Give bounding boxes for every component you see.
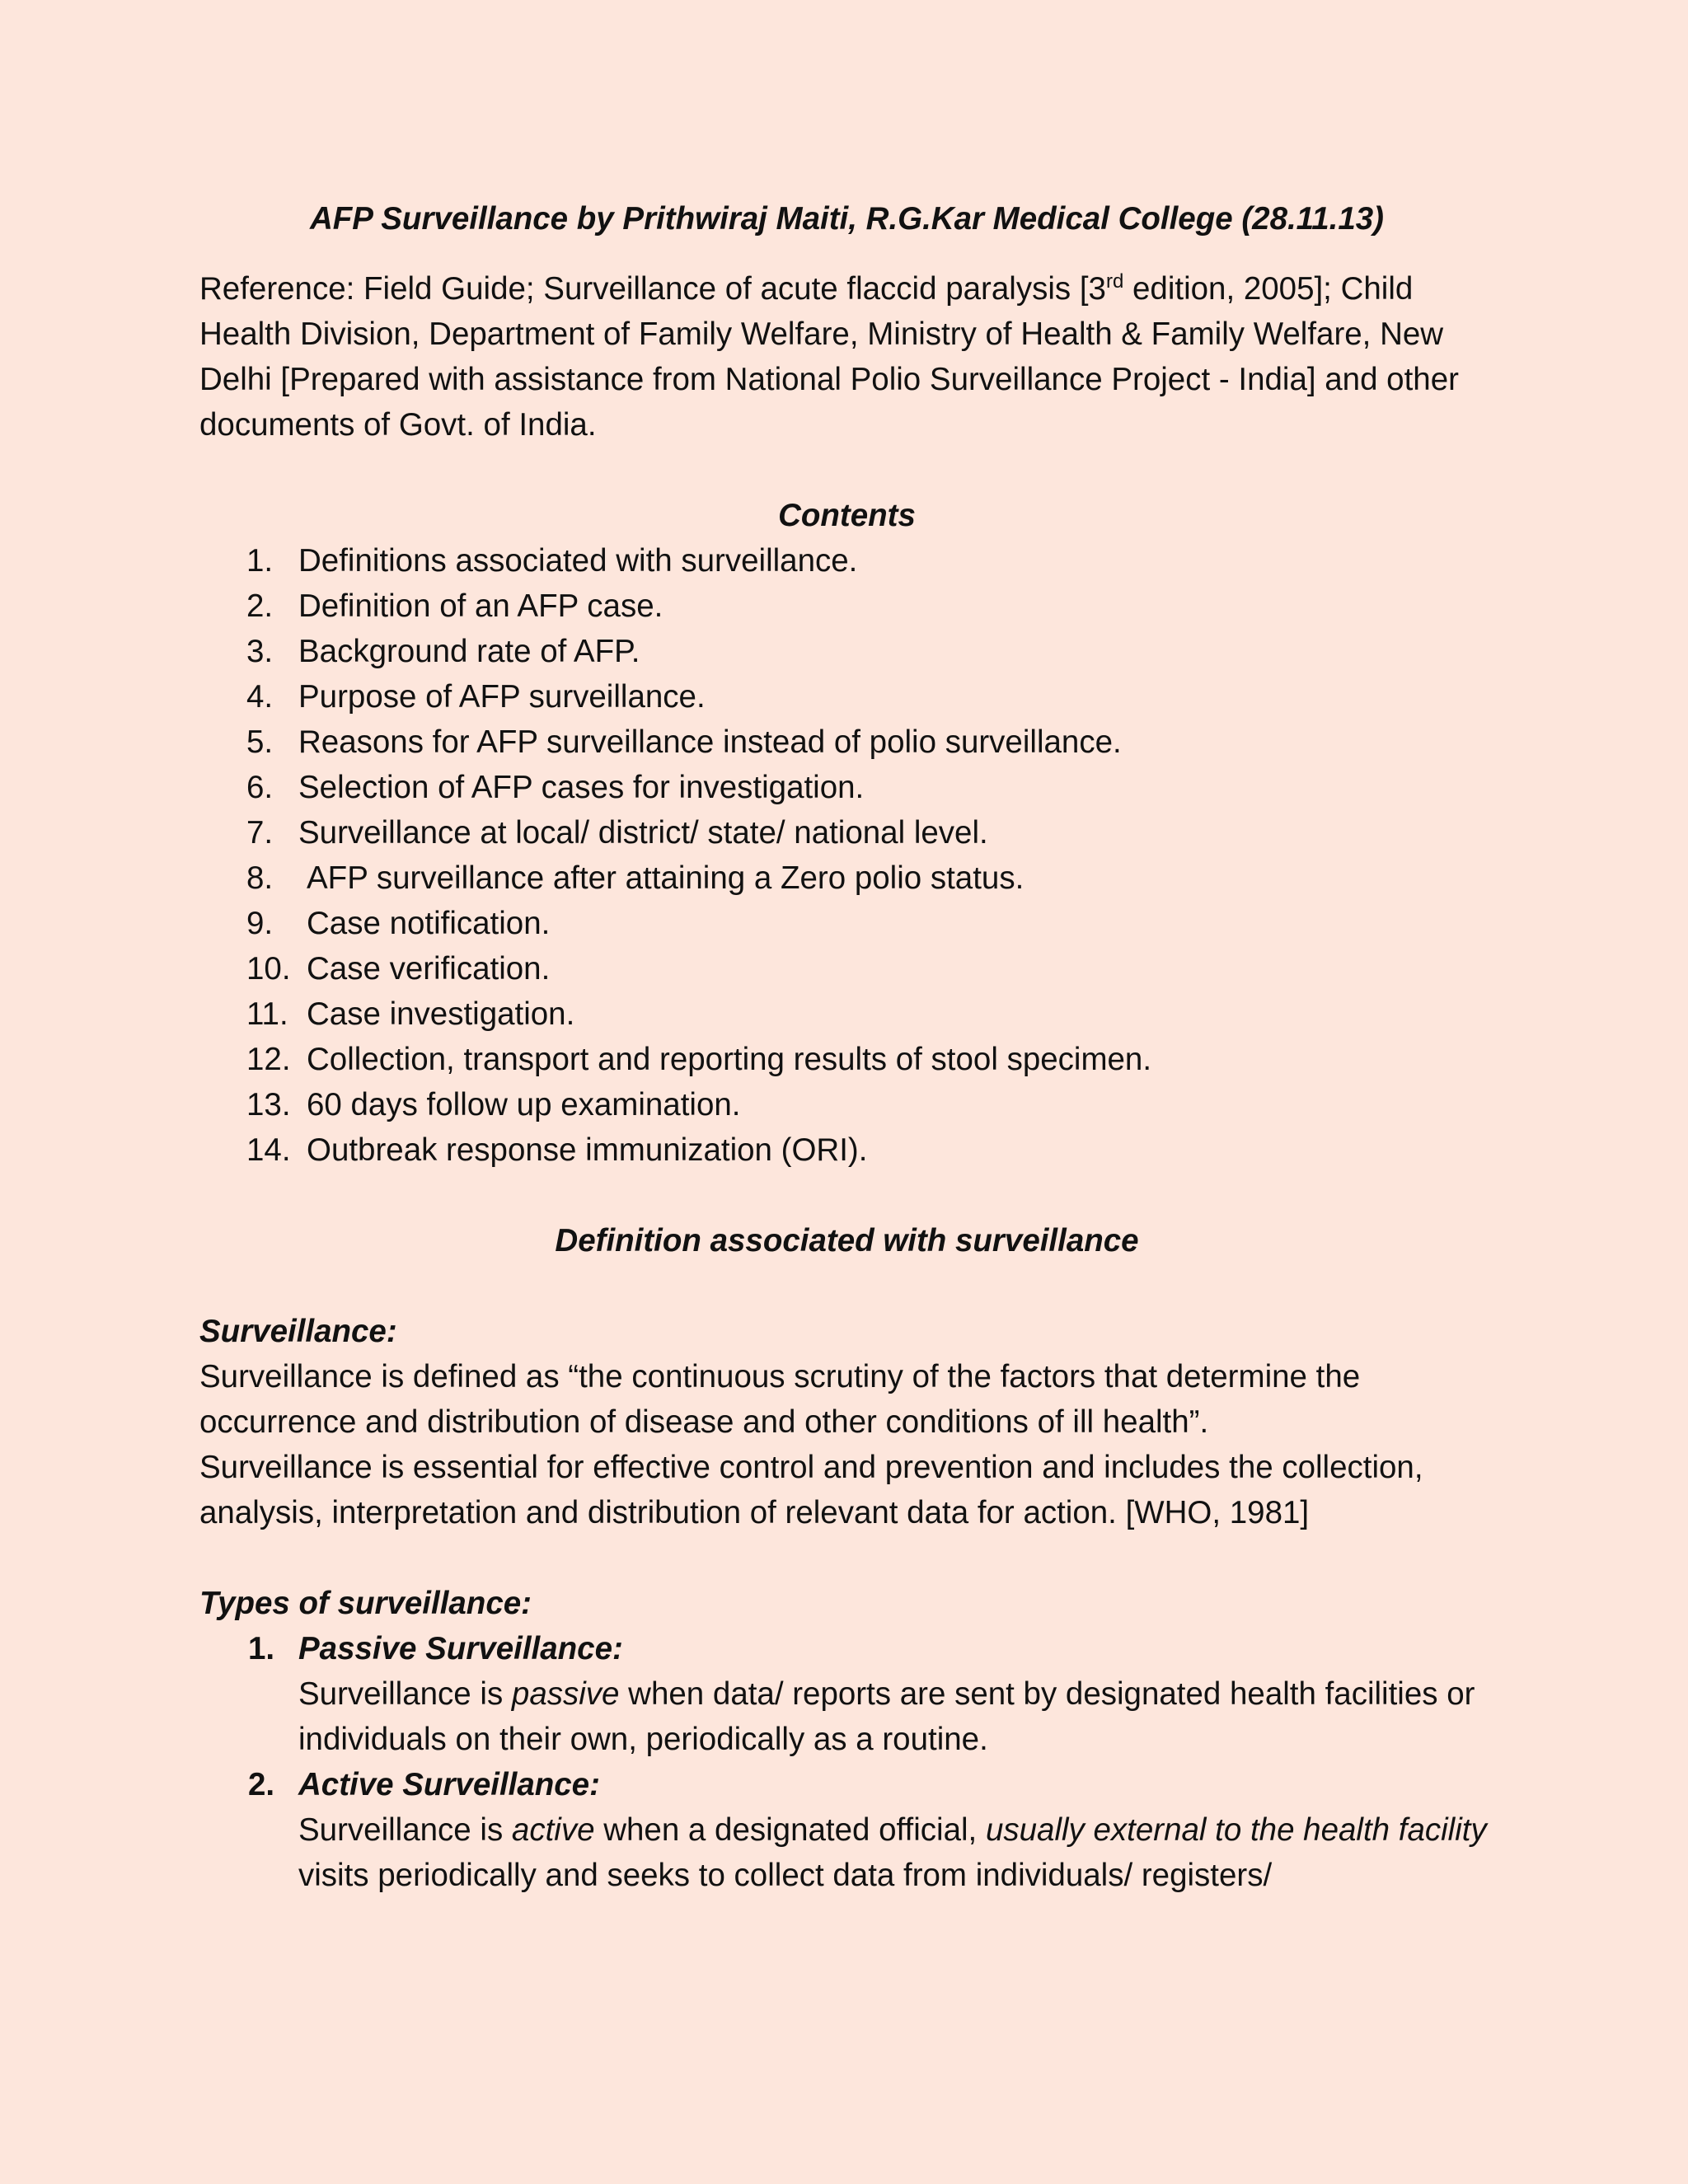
- surveillance-type-number: 2.: [248, 1767, 275, 1802]
- spacer: [199, 448, 1494, 493]
- contents-item: [199, 538, 1494, 583]
- contents-item-text: Case investigation.: [307, 996, 575, 1032]
- description-text: visits periodically and seeks to collect data from individuals/ registers/: [298, 1858, 1273, 1893]
- contents-item-number: 5.: [246, 724, 274, 760]
- surveillance-type-description: [298, 1807, 1494, 1898]
- description-emphasis: passive: [511, 1676, 620, 1712]
- description-text: Surveillance is: [298, 1676, 512, 1712]
- surveillance-heading: Surveillance:: [199, 1314, 397, 1349]
- contents-item: [199, 901, 1494, 946]
- contents-item-number: 1.: [246, 543, 274, 579]
- contents-item-number: 6.: [246, 770, 274, 805]
- contents-item-text: Selection of AFP cases for investigation.: [298, 770, 865, 805]
- contents-item: [199, 946, 1494, 991]
- contents-item: [199, 855, 1494, 901]
- reference-superscript: rd: [1105, 270, 1124, 293]
- contents-item: [199, 719, 1494, 765]
- description-text: when data/ reports are sent by designated health facilities or individuals on their own, periodically as a routine.: [298, 1676, 1475, 1757]
- contents-item-text: AFP surveillance after attaining a Zero polio status.: [307, 860, 1025, 896]
- contents-item: [199, 810, 1494, 855]
- reference-text-end: edition, 2005]; Child Health Division, Department of Family Welfare, Ministry of Health & Family Welfare, New Delhi [Prepared with assistance from National Polio Surveillance Project - India] and other documents of Govt. of India.: [199, 271, 1459, 443]
- reference-paragraph: [199, 266, 1494, 448]
- contents-heading: Contents: [778, 498, 916, 533]
- contents-item-number: 3.: [246, 634, 274, 669]
- surveillance-type-item: [199, 1762, 1494, 1898]
- document-title: AFP Surveillance by Prithwiraj Maiti, R.G.Kar Medical College (28.11.13): [309, 201, 1384, 237]
- contents-item-text: Collection, transport and reporting results of stool specimen.: [307, 1042, 1152, 1077]
- surveillance-definition-paragraph: Surveillance is defined as “the continuous scrutiny of the factors that determine the occurrence and distribution of disease and other conditions of ill health”.: [199, 1359, 1361, 1440]
- surveillance-purpose-paragraph: Surveillance is essential for effective control and prevention and includes the collection, analysis, interpretation and distribution of relevant data for action. [WHO, 1981]: [199, 1450, 1423, 1530]
- reference-text-start: Reference: Field Guide; Surveillance of acute flaccid paralysis [3: [199, 271, 1106, 307]
- contents-item: [199, 1037, 1494, 1082]
- surveillance-type-item: [199, 1626, 1494, 1762]
- definitions-heading: Definition associated with surveillance: [555, 1223, 1139, 1258]
- surveillance-type-heading: Active Surveillance:: [298, 1767, 600, 1802]
- contents-item-number: 13.: [246, 1087, 291, 1122]
- spacer: [199, 1173, 1494, 1218]
- contents-item: [199, 765, 1494, 810]
- contents-item-number: 8.: [246, 860, 274, 896]
- contents-item-text: Case verification.: [307, 951, 551, 987]
- contents-item-text: Definition of an AFP case.: [298, 588, 663, 624]
- contents-item-text: Case notification.: [307, 906, 551, 941]
- contents-item-text: Definitions associated with surveillance.: [298, 543, 858, 579]
- surveillance-type-number: 1.: [248, 1631, 275, 1666]
- types-of-surveillance-heading: Types of surveillance:: [199, 1586, 532, 1621]
- contents-item-number: 9.: [246, 906, 274, 941]
- contents-item-number: 7.: [246, 815, 274, 851]
- surveillance-types-list: [199, 1626, 1494, 1898]
- contents-item-text: 60 days follow up examination.: [307, 1087, 741, 1122]
- contents-item-text: Outbreak response immunization (ORI).: [307, 1132, 868, 1168]
- contents-item-text: Purpose of AFP surveillance.: [298, 679, 706, 715]
- contents-item-text: Background rate of AFP.: [298, 634, 640, 669]
- description-text: when a designated official,: [594, 1812, 986, 1848]
- contents-item-number: 11.: [246, 996, 288, 1032]
- spacer: [199, 1263, 1494, 1309]
- contents-item-text: Reasons for AFP surveillance instead of polio surveillance.: [298, 724, 1122, 760]
- contents-list: [199, 538, 1494, 1173]
- description-emphasis: usually external to the health facility: [985, 1812, 1487, 1848]
- contents-item-number: 4.: [246, 679, 274, 715]
- contents-item-text: Surveillance at local/ district/ state/ national level.: [298, 815, 988, 851]
- contents-item: [199, 629, 1494, 674]
- contents-item-number: 12.: [246, 1042, 291, 1077]
- contents-item: [199, 1082, 1494, 1127]
- description-emphasis: active: [511, 1812, 595, 1848]
- contents-item: [199, 583, 1494, 629]
- contents-item: [199, 991, 1494, 1037]
- surveillance-type-description: [298, 1671, 1494, 1762]
- contents-item-number: 10.: [246, 951, 291, 987]
- description-text: Surveillance is: [298, 1812, 512, 1848]
- surveillance-type-heading: Passive Surveillance:: [298, 1631, 623, 1666]
- contents-item: [199, 674, 1494, 719]
- spacer: [199, 1535, 1494, 1581]
- contents-item-number: 14.: [246, 1132, 291, 1168]
- contents-item: [199, 1127, 1494, 1173]
- contents-item-number: 2.: [246, 588, 274, 624]
